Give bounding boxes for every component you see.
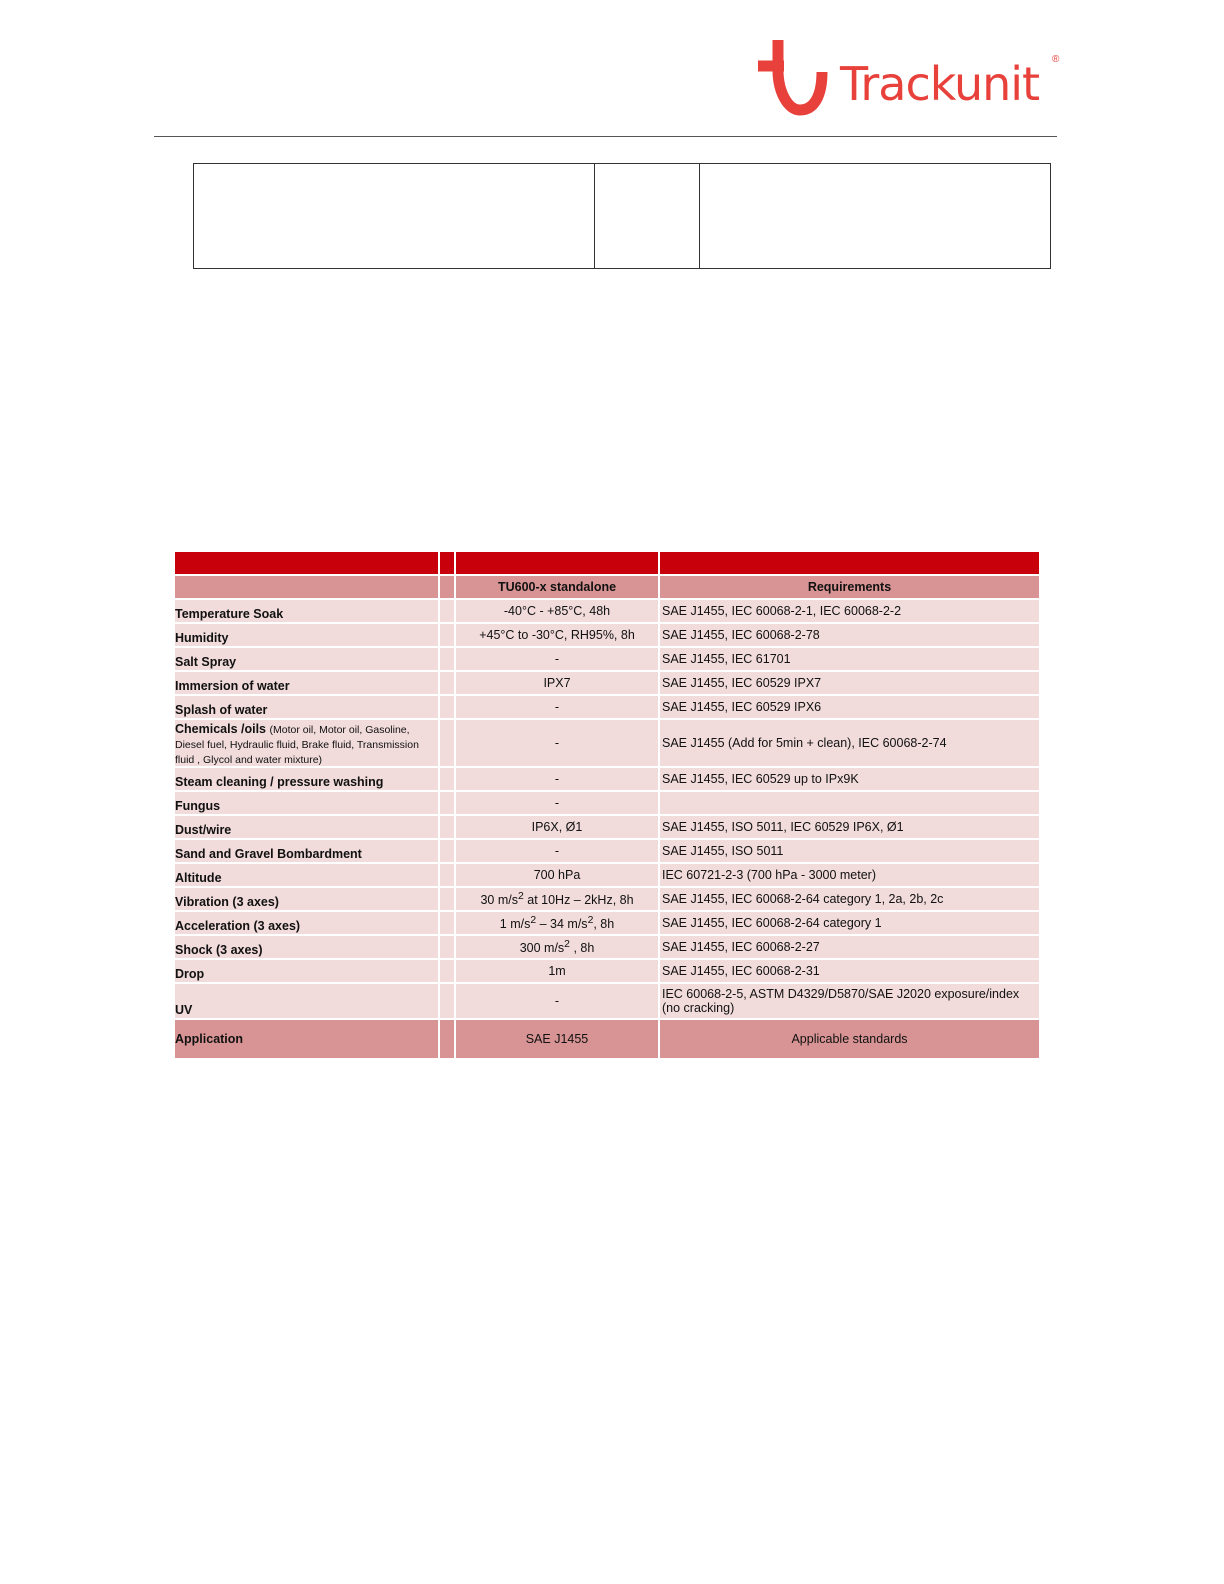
chemicals-label: Chemicals /oils (Motor oil, Motor oil, Gasoline, Diesel fuel, Hydraulic fluid, Brake fluid, Transmission fluid , Glycol and water mixture) — [175, 722, 419, 766]
empty-cell-1 — [194, 164, 595, 269]
table-row: Fungus - — [175, 790, 1039, 814]
table-title-band — [175, 552, 1039, 574]
table-row: Dust/wire IP6X, Ø1 SAE J1455, ISO 5011, IEC 60529 IP6X, Ø1 — [175, 814, 1039, 838]
table-row: Immersion of water IPX7 SAE J1455, IEC 60529 IPX7 — [175, 670, 1039, 694]
shock-value: 300 $m/s^2$ , 8h — [519, 939, 595, 956]
trackunit-logo-icon — [756, 40, 836, 118]
brand-name: Trackunit — [840, 57, 1040, 111]
table-row: Steam cleaning / pressure washing - SAE J1455, IEC 60529 up to IPx9K — [175, 766, 1039, 790]
vibration-value: 30 $m/s^2$ at 10Hz – 2kHz, 8h — [480, 891, 634, 908]
registered-mark: ® — [1052, 54, 1060, 65]
trackunit-logo — [756, 40, 1066, 118]
table-row: Humidity +45°C to -30°C, RH95%, 8h SAE J1455, IEC 60068-2-78 — [175, 622, 1039, 646]
uv-requirements: IEC 60068-2-5, ASTM D4329/D5870/SAE J2020 exposure/index (no cracking) — [662, 987, 1020, 1015]
column-header-product: TU600-x standalone — [456, 576, 660, 598]
table-row: Sand and Gravel Bombardment - SAE J1455, ISO 5011 — [175, 838, 1039, 862]
table-row: Acceleration (3 axes) 1 $m/s^2 - 34$ $m/s^2$, 8h SAE J1455, IEC 60068-2-64 category 1 — [175, 910, 1039, 934]
table-row: Splash of water - SAE J1455, IEC 60529 IPX6 — [175, 694, 1039, 718]
column-header-requirements: Requirements — [660, 576, 1039, 598]
table-row: UV - IEC 60068-2-5, ASTM D4329/D5870/SAE J2020 exposure/index (no cracking) — [175, 982, 1039, 1018]
table-header-row — [175, 574, 1039, 598]
table-row: Chemicals /oils (Motor oil, Motor oil, Gasoline, Diesel fuel, Hydraulic fluid, Brake fluid, Transmission fluid , Glycol and water mixture) - SAE J1455 (Add for 5min + clean), IEC 60068-2-74 — [175, 718, 1039, 766]
table-row: Drop 1m SAE J1455, IEC 60068-2-31 — [175, 958, 1039, 982]
empty-cell-3 — [700, 164, 1051, 269]
empty-table — [193, 163, 1051, 269]
table-row: Salt Spray - SAE J1455, IEC 61701 — [175, 646, 1039, 670]
environmental-spec-table — [175, 552, 1039, 1058]
empty-cell-2 — [595, 164, 700, 269]
table-footer-row: Application SAE J1455 Applicable standards — [175, 1018, 1039, 1058]
table-row: Altitude 700 hPa IEC 60721-2-3 (700 hPa - 3000 meter) — [175, 862, 1039, 886]
table-row: Vibration (3 axes) 30 $m/s^2$ at 10Hz – 2kHz, 8h SAE J1455, IEC 60068-2-64 category 1, 2a, 2b, 2c — [175, 886, 1039, 910]
table-row: Shock (3 axes) 300 $m/s^2$ , 8h SAE J1455, IEC 60068-2-27 — [175, 934, 1039, 958]
acceleration-value: 1 $m/s^2 - 34$ $m/s^2$, 8h — [499, 915, 615, 932]
table-row: Temperature Soak -40°C - +85°C, 48h SAE J1455, IEC 60068-2-1, IEC 60068-2-2 — [175, 598, 1039, 622]
header-divider — [154, 136, 1057, 137]
